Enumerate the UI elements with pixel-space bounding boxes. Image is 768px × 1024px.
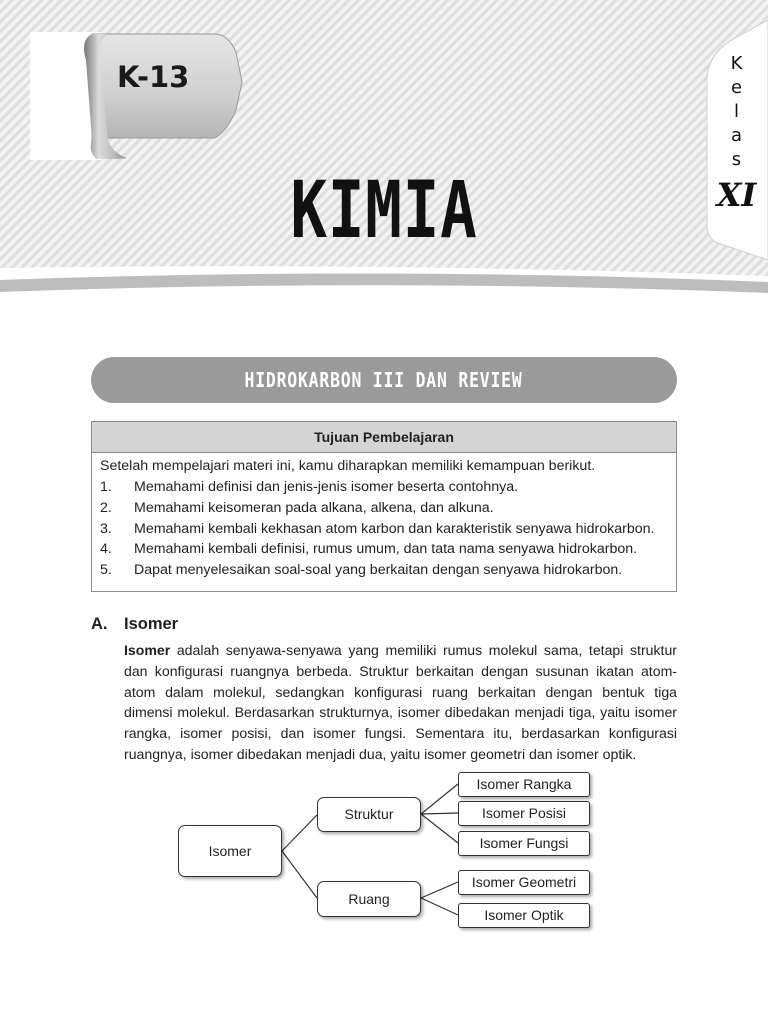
diagram-node-leaf: Isomer Fungsi: [458, 831, 590, 856]
list-item: [100, 479, 654, 500]
tab-letter: s: [731, 149, 742, 170]
item-number: 1.: [100, 479, 112, 495]
grade-numeral: XI: [716, 176, 757, 214]
list-item: [100, 562, 654, 583]
isomer-classification-diagram: [0, 760, 768, 950]
term: Isomer: [124, 642, 171, 658]
paragraph-body: adalah senyawa-senyawa yang memiliki rumus molekul sama, tetapi struktur dan konfigurasi ruangnya berbeda. Struktur berkaitan dengan susunan ikatan atom-atom dalam molekul, sedangkan konfigurasi ruang berkaitan dengan bentuk tiga dimensi molekul. Berdasarkan strukturnya, isomer dibedakan menjadi tiga, yaitu isomer rangka, isomer posisi, dan isomer fungsi. Sementara itu, berdasarkan konfigurasi ruangnya, isomer dibedakan menjadi dua, yaitu isomer geometri dan isomer optik.: [124, 642, 677, 762]
diagram-node-leaf: Isomer Posisi: [458, 801, 590, 826]
cover-header: [0, 0, 768, 300]
item-text: Memahami kembali kekhasan atom karbon dan karakteristik senyawa hidrokarbon.: [134, 520, 655, 537]
objectives-heading: Tujuan Pembelajaran: [92, 422, 676, 453]
section-title: Isomer: [124, 615, 179, 633]
connector-line: [282, 851, 317, 898]
diagram-node-branch: Ruang: [317, 881, 421, 917]
list-item: [100, 541, 654, 562]
item-number: 4.: [100, 541, 112, 558]
item-number: 5.: [100, 562, 112, 579]
diagram-connectors: [0, 760, 768, 950]
curriculum-label: K-13: [117, 60, 190, 94]
objectives-intro: Setelah mempelajari materi ini, kamu diharapkan memiliki kemampuan berikut.: [100, 458, 596, 474]
list-item: [100, 500, 654, 521]
connector-line: [421, 882, 458, 898]
grade-tab-letters: [705, 52, 768, 172]
section-number: A.: [91, 615, 108, 633]
diagram-node-leaf: Isomer Geometri: [458, 870, 590, 895]
item-text: Memahami definisi dan jenis-jenis isomer beserta contohnya.: [134, 479, 519, 495]
diagram-node-root: Isomer: [178, 825, 282, 877]
item-text: Dapat menyelesaikan soal-soal yang berkaitan dengan senyawa hidrokarbon.: [134, 562, 623, 579]
tab-letter: K: [730, 53, 743, 74]
item-number: 3.: [100, 520, 112, 537]
connector-line: [282, 815, 317, 851]
connector-line: [421, 813, 458, 814]
tab-letter: a: [730, 125, 743, 146]
list-item: [100, 521, 654, 542]
connector-line: [421, 784, 458, 814]
subject-title: KIMIA: [290, 166, 478, 256]
connector-line: [421, 814, 458, 843]
learning-objectives-box: [91, 421, 677, 592]
tab-letter: e: [730, 77, 743, 98]
diagram-node-leaf: Isomer Rangka: [458, 772, 590, 797]
connector-line: [421, 898, 458, 915]
chapter-title: HIDROKARBON III DAN REVIEW: [244, 368, 524, 392]
diagram-node-leaf: Isomer Optik: [458, 903, 590, 928]
chapter-banner: [91, 357, 677, 403]
diagram-node-branch: Struktur: [317, 797, 421, 832]
item-text: Memahami kembali definisi, rumus umum, dan tata nama senyawa hidrokarbon.: [134, 541, 638, 558]
item-number: 2.: [100, 499, 112, 516]
item-text: Memahami keisomeran pada alkana, alkena, dan alkuna.: [134, 499, 494, 516]
section-paragraph: [124, 640, 677, 765]
objectives-list: [100, 479, 654, 583]
tab-letter: l: [733, 101, 739, 122]
